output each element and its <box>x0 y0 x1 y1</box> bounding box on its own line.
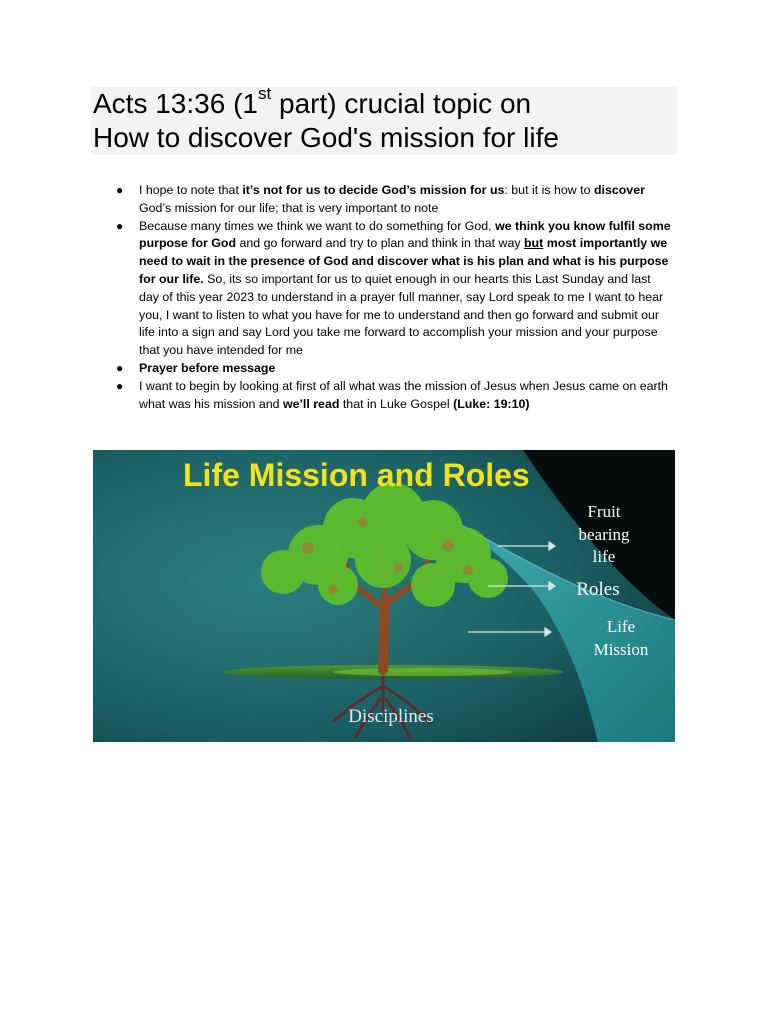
bullet-dot-icon: ● <box>116 183 124 197</box>
bullet-dot-icon: ● <box>116 378 124 393</box>
label-fruit-line-2: bearing <box>578 525 630 544</box>
ground-highlight <box>333 668 513 676</box>
bullet-dot-icon: ● <box>116 218 124 233</box>
label-fruit-line-3: life <box>592 547 616 566</box>
bullet-dot-icon: ● <box>116 360 124 375</box>
label-mission-line-1: Life <box>606 617 636 636</box>
bullet-list <box>114 182 674 413</box>
bullet-item-4: ● I want to begin by looking at first of all what was the mission of Jesus when Jesus came on earth what was his mission and we’ll read that in Luke Gospel (Luke: 19:10) <box>116 378 668 411</box>
label-fruit-line-1: Fruit <box>587 502 621 521</box>
bullet-item-2: ● Because many times we think we want to do something for God, we think you know fulfil some purpose for God and go forward and try to plan and think in that way but most importantly we need to wait in the presence of God and discover what is his plan and what is his purpose for our life. So, its so important for us to quiet enough in our hearts this Last Sunday and last day of this year 2023 to understand in a prayer full manner, say Lord speak to me I want to hear you, I want to listen to what you have for me to understand and then go forward and submit our life into a sign and say Lord you take me forward to accomplish your mission and your purpose that you have intended for me <box>116 218 671 358</box>
bullet-item-3: ● Prayer before message <box>114 360 674 378</box>
life-mission-figure <box>93 450 675 742</box>
label-roles: Roles <box>576 579 620 600</box>
bullet-item-1: ● I hope to note that it’s not for us to decide God’s mission for us: but it is how to discover God’s mission for our life; that is very important to note <box>116 183 645 215</box>
label-disciplines: Disciplines <box>348 706 434 727</box>
figure-title: Life Mission and Roles <box>183 457 530 493</box>
page-title-line-1: Acts 13:36 (1st part) crucial topic on <box>93 84 532 119</box>
life-mission-illustration <box>93 450 675 742</box>
label-mission-line-2: Mission <box>593 640 649 659</box>
title-box <box>91 84 677 155</box>
page-title-line-2: How to discover God's mission for life <box>93 122 559 153</box>
